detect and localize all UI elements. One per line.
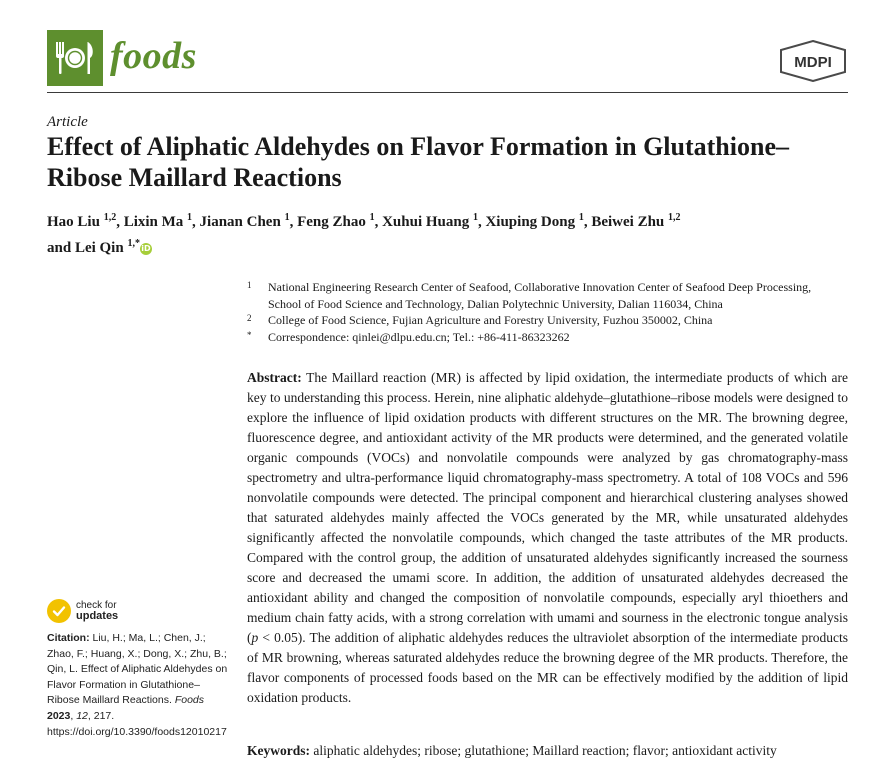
keywords xyxy=(247,741,848,761)
author-name: Lei Qin xyxy=(74,240,124,256)
citation-journal: Foods xyxy=(174,694,204,707)
author-affiliation: 1 xyxy=(472,212,478,223)
author-list: Hao Liu $^{1,2}$, Lixin Ma $^1$, Jianan Chen $^1$, Feng Zhao $^1$, Xuhui Huang $^1$, Xiuping Dong $^1$, Beiwei Zhu $^{1,2}$ and Lei Qin $^{1,*}$iD xyxy=(47,212,681,256)
article-title: Effect of Aliphatic Aldehydes on Flavor Formation in Glutathione–Ribose Maillard Reactions xyxy=(47,132,789,192)
author-name: Xuhui Huang xyxy=(382,214,470,230)
abstract-text-part1: The Maillard reaction (MR) is affected by lipid oxidation, the intermediate products of which are key to understanding this process. Herein, nine aliphatic aldehyde–glutathione–ribose models were designed to explore the influence of lipid oxidation products with different structures on the MR. The browning degree, fluorescence degree, and antioxidant activity of the MR products were determined, and the generated volatile organic compounds (VOCs) and nonvolatile compounds were analyzed by gas chromatography-mass spectrometry and ultra-performance liquid chromatography-mass spectrometry. A total of 108 VOCs and 596 nonvolatile compounds were detected. The principal component and hierarchical clustering analyses showed that saturated aldehydes mainly affected the VOCs generated by the MR, while unsaturated aldehydes significantly affected the nonvolatile compounds, which changed the taste attributes of the MR products. Compared with the control group, the addition of unsaturated aldehydes significantly increased the sourness score and decreased the umami score. In addition, the addition of unsaturated aldehydes decreased the antioxidant ability and changed the composition of nonvolatile compounds, especially aryl thioethers and medium chain fatty acids, with a strong correlation with umami and sourness in the electronic tongue analysis ( xyxy=(247,370,848,645)
article-type: Article xyxy=(47,114,88,130)
author-affiliation: 1 xyxy=(369,212,375,223)
abstract-p-symbol: p xyxy=(251,630,259,645)
publisher-name: MDPI xyxy=(794,54,832,71)
author-name: Xiuping Dong xyxy=(485,214,576,230)
orcid-icon[interactable]: iD xyxy=(141,244,151,253)
author-name: Feng Zhao xyxy=(297,214,366,230)
affiliation-mark: 2 xyxy=(247,313,252,323)
keywords-text: aliphatic aldehydes; ribose; glutathione; Maillard reaction; flavor; antioxidant activity xyxy=(313,743,777,758)
author-name: Jianan Chen xyxy=(199,214,281,230)
author-affiliation: 1,2 xyxy=(103,212,117,223)
affiliation-item xyxy=(247,279,847,312)
author-name: Hao Liu xyxy=(47,214,100,230)
citation-block: Citation: Liu, H.; Ma, L.; Chen, J.; Zhao, F.; Huang, X.; Dong, X.; Zhu, B.; Qin, L. Effect of Aliphatic Aldehydes on Flavor Formation in Glutathione–Ribose Maillard Reactions. Foods 2023, 12, 217. https://doi.org/10.3390/foods12010217 xyxy=(47,632,228,738)
author-connector: and xyxy=(47,240,72,256)
citation-volume: 12 xyxy=(76,709,88,722)
abstract xyxy=(247,368,848,708)
journal-name: foods xyxy=(110,35,197,77)
affiliation-text: National Engineering Research Center of Seafood, Collaborative Innovation Center of Seafood Deep Processing, School of Food Science and Technology, Dalian Polytechnic University, Dalian 116034, China xyxy=(268,280,812,311)
header-rule xyxy=(47,92,848,93)
author-affiliation: 1,2 xyxy=(668,212,681,223)
affiliation-mark: * xyxy=(247,329,252,340)
affiliations xyxy=(247,279,847,345)
fork-plate-knife-icon xyxy=(53,38,97,78)
citation-authors: Liu, H.; Ma, L.; Chen, J.; Zhao, F.; Huang, X.; Dong, X.; Zhu, B.; Qin, L. Effect of Aliphatic Aldehydes on Flavor Formation in Glutathione–Ribose Maillard Reactions. xyxy=(47,632,228,707)
check-updates-icon xyxy=(47,599,71,623)
affiliation-text: College of Food Science, Fujian Agriculture and Forestry University, Fuzhou 350002, China xyxy=(268,313,713,327)
abstract-text-part2: < 0.05). The addition of aliphatic aldehydes reduces the ultraviolet absorption of the intermediate products of MR browning, whereas saturated aldehydes reduce the browning degree of the MR products. Therefore, the flavor components of processed foods based on the MR can be effectively modified by the addition of lipid oxidation products. xyxy=(247,630,848,705)
keywords-label: Keywords: xyxy=(247,743,310,758)
check-for-updates-badge[interactable] xyxy=(47,598,167,624)
citation-label: Citation: xyxy=(47,632,90,644)
author-affiliation: 1,* xyxy=(127,238,140,249)
affiliation-item xyxy=(247,312,847,329)
affiliation-item xyxy=(247,329,847,346)
affiliation-mark: 1 xyxy=(247,280,252,290)
author-name: Lixin Ma xyxy=(123,214,184,230)
author-affiliation: 1 xyxy=(187,212,193,223)
author-name: Beiwei Zhu xyxy=(591,214,665,230)
author-affiliation: 1 xyxy=(578,212,584,223)
journal-logo xyxy=(47,30,103,86)
citation-year: 2023 xyxy=(47,709,71,722)
check-updates-line2: updates xyxy=(76,610,119,622)
abstract-label: Abstract: xyxy=(247,370,302,385)
check-updates-line1: check for xyxy=(76,600,117,611)
citation-pages: , 217. xyxy=(87,709,115,722)
citation-doi-link[interactable]: https://doi.org/10.3390/foods12010217 xyxy=(47,725,227,738)
correspondence-text: Correspondence: qinlei@dlpu.edu.cn; Tel.: +86-411-86323262 xyxy=(268,329,570,344)
author-affiliation: 1 xyxy=(284,212,290,223)
mdpi-logo xyxy=(778,40,848,82)
